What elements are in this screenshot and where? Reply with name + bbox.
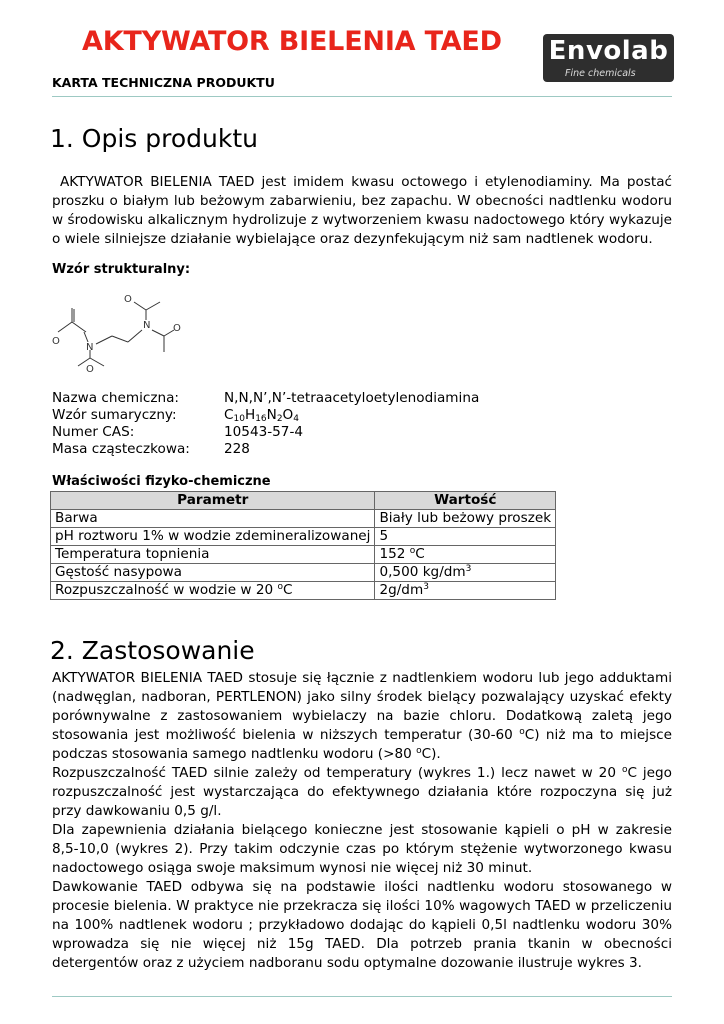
envolab-logo [543, 34, 674, 82]
property-value: 10543-57-4 [224, 424, 304, 440]
property-row [52, 424, 479, 441]
column-header-value: Wartość [375, 492, 556, 510]
table-cell-param: pH roztworu 1% w wodzie zdemineralizowanej [51, 528, 375, 546]
property-row [52, 441, 479, 458]
logo-tagline: Fine chemicals [565, 68, 636, 79]
table-cell-value: $2g/dm^3$ [375, 582, 556, 600]
property-key: Numer CAS: [52, 424, 135, 440]
property-value: N,N,N’,N’-tetraacetyloetylenodiamina [224, 390, 480, 406]
table-row [51, 546, 556, 564]
table-cell-param: Temperatura topnienia [51, 546, 375, 564]
property-key: Masa cząsteczkowa: [52, 441, 190, 457]
table-cell-param: Gęstość nasypowa [51, 564, 375, 582]
table-cell-param: Rozpuszczalność w wodzie w 20 $^o$C [51, 582, 375, 600]
section-heading-description: 1. Opis produktu [50, 124, 258, 153]
property-key: Wzór sumaryczny: [52, 407, 177, 423]
structure-atom-o: O [173, 323, 181, 334]
table-cell-value: 152 $^o$C [375, 546, 556, 564]
structure-atom-o: O [124, 294, 132, 305]
structural-formula-diagram [48, 286, 188, 374]
column-header-parameter: Parametr [51, 492, 375, 510]
table-row [51, 564, 556, 582]
physchem-properties-table [50, 491, 556, 600]
table-header-row [51, 492, 556, 510]
molecular-formula: $C_{10}H_{16}N_2O_4$ [224, 407, 299, 424]
document-subtitle: KARTA TECHNICZNA PRODUKTU [52, 75, 275, 90]
structure-atom-o: O [86, 364, 94, 374]
table-row [51, 510, 556, 528]
table-cell-value: 0,500 $kg/dm^3$ [375, 564, 556, 582]
document-title: AKTYWATOR BIELENIA TAED [82, 26, 502, 57]
structure-atom-o: O [52, 336, 60, 347]
application-paragraph-3: Dla zapewnienia działania bielącego konieczne jest stosowanie kąpieli o pH w zakresie 8,5-10,0 (wykres 2). Przy takim odczynie czas po którym stężenie wytworzonego kwasu nadoctowego osiąga swoje maksimum wynosi nie więcej niż 30 minut. [52, 822, 672, 876]
structure-atom-n: N [86, 342, 94, 353]
footer-divider [52, 996, 672, 997]
structure-label: Wzór strukturalny: [52, 262, 191, 277]
header-divider [52, 96, 672, 97]
application-paragraph-4: Dawkowanie TAED odbywa się na podstawie ilości nadtlenku wodoru stosowanego w procesie bielenia. W praktyce nie przekracza się ilości 10% wagowych TAED w przeliczeniu na 100% nadtlenek wodoru ; przykładowo dodając do kąpieli 0,5l nadtlenku wodoru 30% wprowadza się nie więcej niż 15g TAED. Dla potrzeb prania tkanin w obecności detergentów oraz z użyciem nadboranu sodu optymalne dozowanie ilustruje wykres 3. [52, 879, 672, 971]
logo-name: Envolab [548, 36, 669, 66]
property-value: 228 [224, 441, 250, 457]
property-key: Nazwa chemiczna: [52, 390, 180, 406]
property-row [52, 390, 479, 407]
section-heading-application: 2. Zastosowanie [50, 636, 255, 665]
table-cell-param: Barwa [51, 510, 375, 528]
structure-atom-n: N [143, 320, 151, 331]
property-row [52, 407, 479, 424]
product-description: AKTYWATOR BIELENIA TAED jest imidem kwasu octowego i etylenodiaminy. Ma postać proszku o białym lub beżowym zabarwieniu, bez zapachu. W obecności nadtlenku wodoru w środowisku alkalicznym hydrolizuje z wytworzeniem kwasu nadoctowego który wykazuje o wiele silniejsze działanie wybielające oraz dezynfekującym niż sam nadtlenek wodoru. [52, 174, 672, 247]
table-title: Właściwości fizyko-chemiczne [52, 474, 271, 489]
table-row [51, 528, 556, 546]
application-paragraph-1: AKTYWATOR BIELENIA TAED stosuje się łącznie z nadtlenkiem wodoru lub jego adduktami (nadwęglan, nadboran, PERTLENON) jako silny środek bielący pozwalający uzyskać efekty porównywalne z zastosowaniem wybielaczy na bazie chloru. Dodatkową zaletą jego stosowania jest możliwość bielenia w niższych temperatur (30-60 $^o$C) niż ma to miejsce podczas stosowania samego nadtlenku wodoru (>80 $^o$C). [52, 670, 672, 762]
table-cell-value: Biały lub beżowy proszek [375, 510, 556, 528]
application-paragraph-2: Rozpuszczalność TAED silnie zależy od temperatury (wykres 1.) lecz nawet w 20 $^o$C jego rozpuszczalność jest wystarczająca do efektywnego działania które rozpoczyna się już przy dawkowaniu 0,5 g/l. [52, 765, 672, 819]
table-cell-value: 5 [375, 528, 556, 546]
chemical-properties-list [52, 390, 479, 458]
table-row [51, 582, 556, 600]
